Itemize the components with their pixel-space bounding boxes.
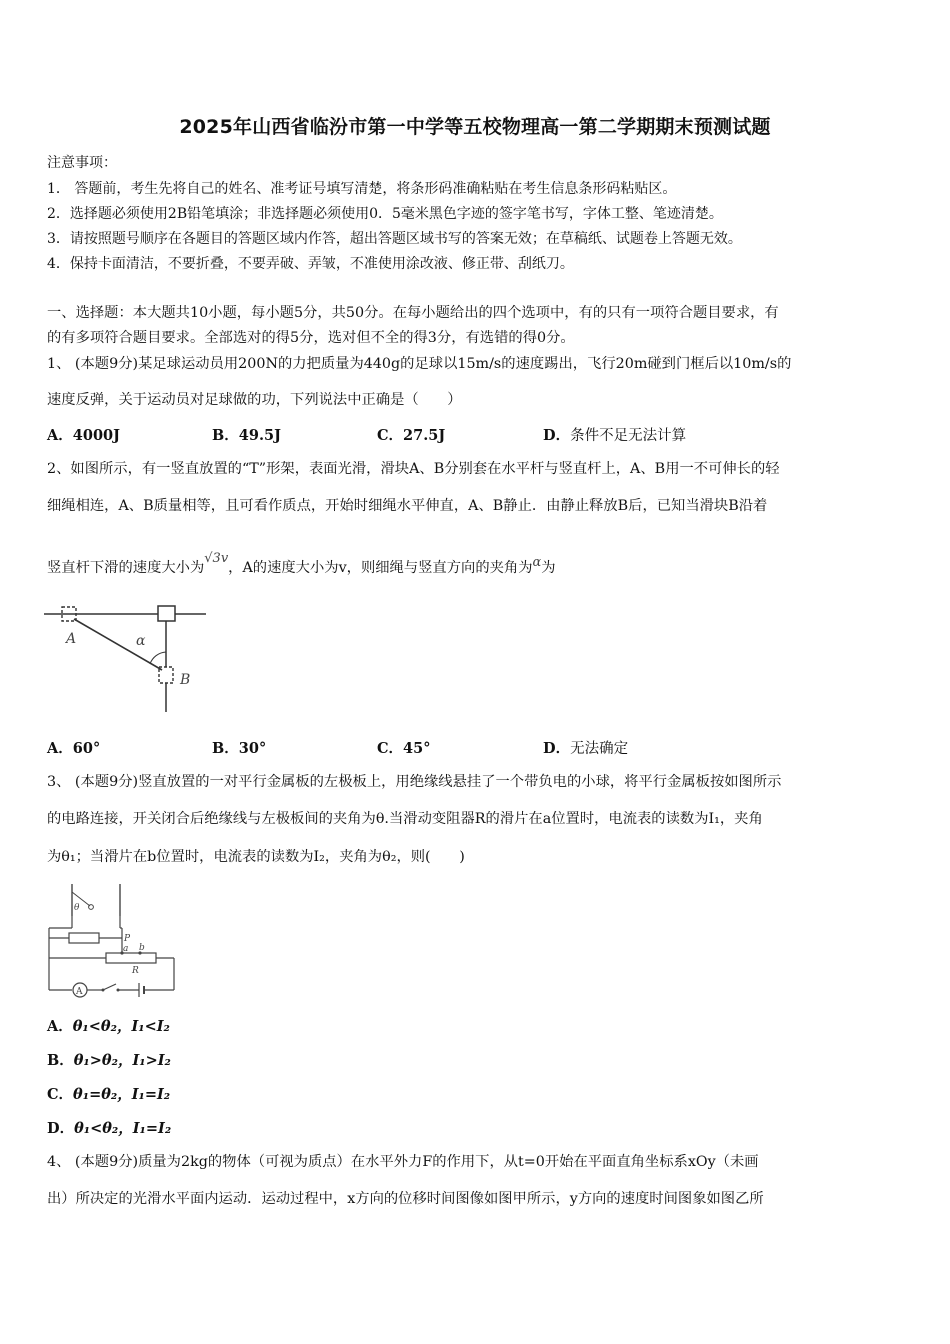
q1-option-d: D．条件不足无法计算 [543, 427, 687, 444]
q2-stem-line: 竖直杆下滑的速度大小为√3v，A的速度大小为v，则细绳与竖直方向的夹角为α为 [47, 551, 556, 576]
sqrt3v-formula: √3v [204, 551, 229, 566]
label-r: R [132, 966, 139, 976]
label-b-point: b [139, 943, 145, 953]
q2-t-frame-figure [44, 600, 214, 715]
q3-option-c: C．θ₁=θ₂，I₁=I₂ [47, 1086, 171, 1103]
q2-stem-line: 2、如图所示，有一竖直放置的“T”形架，表面光滑，滑块A、B分别套在水平杆与竖直杆上，A、B用一不可伸长的轻 [47, 461, 780, 477]
section-intro-line: 一、选择题：本大题共10小题，每小题5分，共50分。在每小题给出的四个选项中，有的只有一项符合题目要求，有 [47, 305, 779, 321]
notice-item: 1． 答题前，考生先将自己的姓名、准考证号填写清楚，将条形码准确粘贴在考生信息条形码粘贴区。 [47, 181, 677, 197]
q2-stem-line: 细绳相连，A、B质量相等，且可看作质点，开始时细绳水平伸直，A、B静止．由静止释放B后，已知当滑块B沿着 [47, 498, 768, 514]
q3-stem-line: 3、 (本题9分)竖直放置的一对平行金属板的左极板上，用绝缘线悬挂了一个带负电的小球，将平行金属板按如图所示 [47, 774, 782, 790]
label-a-point: a [123, 944, 129, 954]
notice-item: 3．请按照题号顺序在各题目的答题区域内作答，超出答题区域书写的答案无效；在草稿纸、试题卷上答题无效。 [47, 231, 742, 247]
q1-option-b: B．49.5J [212, 427, 281, 444]
exam-title: 2025年山西省临汾市第一中学等五校物理高一第二学期期末预测试题 [179, 116, 771, 138]
q1-option-a: A．4000J [47, 427, 120, 444]
q4-stem-line: 4、 (本题9分)质量为2kg的物体（可视为质点）在水平外力F的作用下，从t=0开始在平面直角坐标系xOy（未画 [47, 1154, 759, 1170]
q3-option-d: D．θ₁<θ₂，I₁=I₂ [47, 1120, 172, 1137]
q4-stem-line: 出）所决定的光滑水平面内运动．运动过程中，x方向的位移时间图像如图甲所示，y方向的速度时间图象如图乙所 [47, 1191, 764, 1207]
alpha-symbol: α [532, 555, 542, 570]
ammeter-label: A [76, 987, 83, 997]
label-alpha: α [136, 633, 146, 649]
label-a: A [66, 631, 77, 647]
q3-option-b: B．θ₁>θ₂，I₁>I₂ [47, 1052, 171, 1069]
notice-item: 4．保持卡面清洁，不要折叠，不要弄破、弄皱，不准使用涂改液、修正带、刮纸刀。 [47, 256, 574, 272]
q1-stem-line: 1、 (本题9分)某足球运动员用200N的力把质量为440g的足球以15m/s的速度踢出，飞行20m碰到门框后以10m/s的 [47, 356, 792, 372]
label-b: B [180, 672, 191, 688]
label-p: P [124, 934, 131, 944]
q2-option-b: B．30° [212, 740, 267, 757]
q2-option-d: D．无法确定 [543, 740, 629, 757]
q3-option-a: A．θ₁<θ₂，I₁<I₂ [47, 1018, 170, 1035]
q3-circuit-figure [44, 880, 179, 998]
notice-item: 2．选择题必须使用2B铅笔填涂；非选择题必须使用0．5毫米黑色字迹的签字笔书写，字体工整、笔迹清楚。 [47, 206, 723, 222]
q3-stem-line: 为θ₁；当滑片在b位置时，电流表的读数为I₂，夹角为θ₂，则( ) [47, 849, 465, 865]
q2-option-a: A．60° [47, 740, 101, 757]
q3-stem-line: 的电路连接，开关闭合后绝缘线与左极板间的夹角为θ.当滑动变阻器R的滑片在a位置时，电流表的读数为I₁，夹角 [47, 811, 763, 827]
q1-option-c: C．27.5J [377, 427, 446, 444]
q2-option-c: C．45° [377, 740, 431, 757]
section-intro-line: 的有多项符合题目要求。全部选对的得5分，选对但不全的得3分，有选错的得0分。 [47, 330, 575, 346]
label-theta: θ [74, 903, 80, 913]
q1-stem-line: 速度反弹，关于运动员对足球做的功，下列说法中正确是（ ） [47, 392, 462, 408]
notice-heading: 注意事项： [47, 155, 117, 171]
